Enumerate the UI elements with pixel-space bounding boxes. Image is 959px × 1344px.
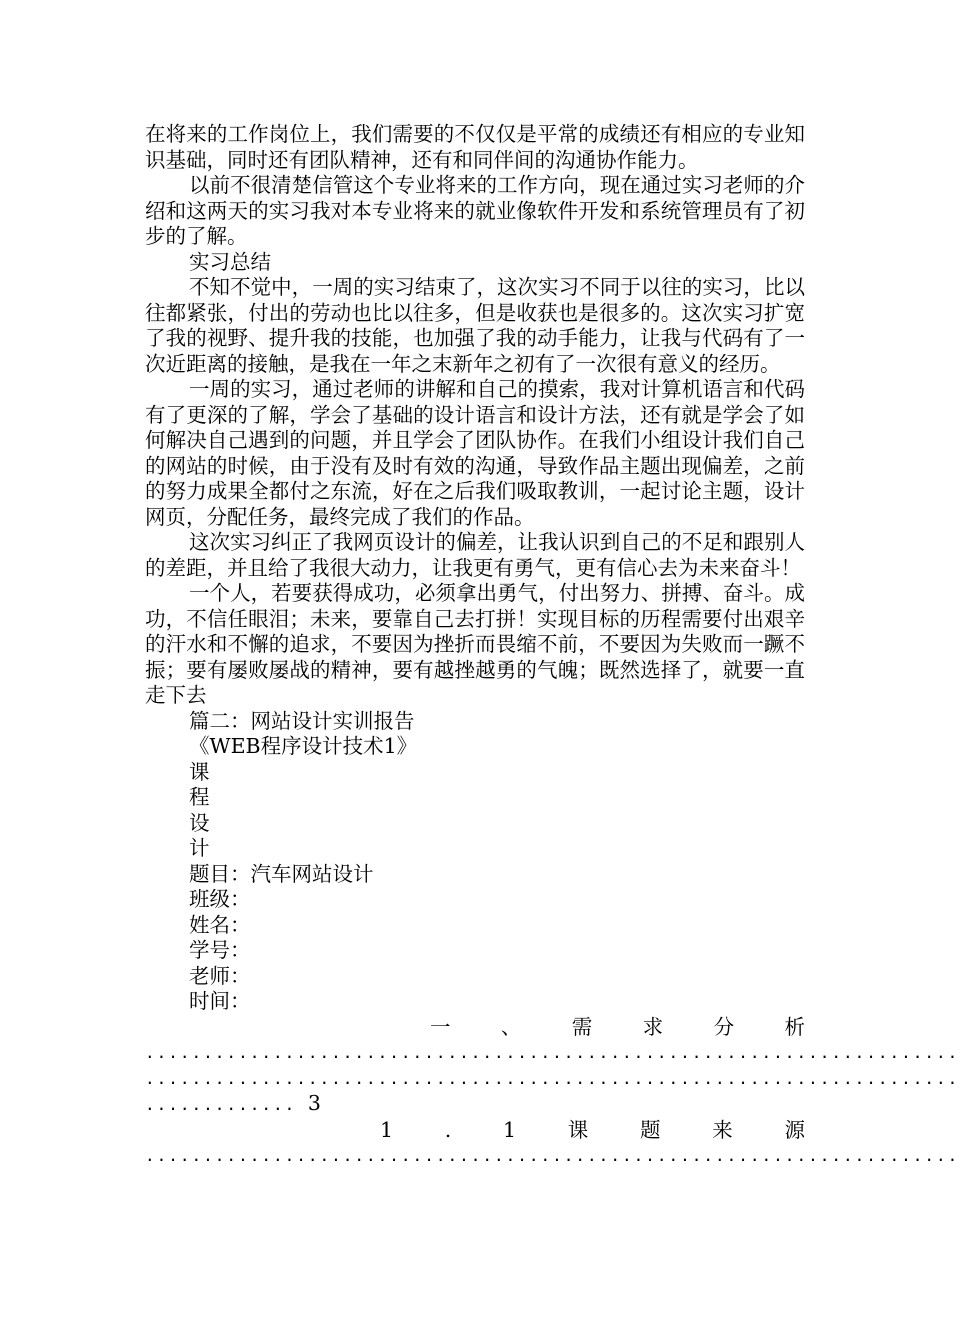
teacher-field: 老师：: [189, 963, 251, 988]
toc-page-number: 3: [307, 1091, 321, 1115]
paragraph-success: 一个人，若要获得成功，必须拿出勇气，付出努力、拼搏、奋斗。成功，不信任眼泪；未来，要靠自己去打拼！实现目标的历程需要付出艰辛的汗水和不懈的追求，不要因为挫折而畏缩不前，不要因为失败而一蹶不振；要有屡败屡战的精神，要有越挫越勇的气魄；既然选择了，就要一直走下去: [145, 581, 805, 707]
toc-char: 求: [642, 1014, 664, 1039]
toc-char: 1: [380, 1117, 394, 1142]
toc-char: 1: [503, 1117, 517, 1142]
vertical-char-1: 课: [189, 759, 210, 784]
document-page: [145, 122, 959, 1169]
toc-entry-topic-source: [145, 1118, 805, 1144]
toc-char: 、: [500, 1014, 522, 1039]
class-field: 班级：: [189, 887, 251, 911]
toc-char: 来: [712, 1117, 733, 1142]
course-title: 《WEB程序设计技术1》: [189, 734, 418, 758]
section-heading-summary: 实习总结: [189, 249, 271, 274]
paragraph-major-understanding: 以前不很清楚信管这个专业将来的工作方向，现在通过实习老师的介绍和这两天的实习我对本专业将来的就业像软件开发和系统管理员有了初步的了解。: [145, 173, 805, 248]
paragraph-career-skills: 在将来的工作岗位上，我们需要的不仅仅是平常的成绩还有相应的专业知识基础，同时还有团队精神，还有和同伴间的沟通协作能力。: [145, 122, 805, 172]
toc-char: 需: [571, 1014, 593, 1039]
toc-char: .: [444, 1117, 452, 1142]
toc-leader-dots: ......................................................................: [145, 1068, 959, 1088]
vertical-char-4: 计: [189, 836, 210, 860]
name-field: 姓名：: [189, 912, 251, 937]
toc-leader-dots: ......................................................................: [145, 1043, 959, 1062]
toc-entry-requirements: [145, 1015, 805, 1041]
paragraph-week-summary: 不知不觉中，一周的实习结束了，这次实习不同于以往的实习，比以往都紧张，付出的劳动也比以往多，但是收获也是很多的。这次实习扩宽了我的视野、提升我的技能，也加强了我的动手能力，让我与代码有了一次近距离的接触，是我在一年之末新年之初有了一次很有意义的经历。: [145, 275, 805, 376]
vertical-char-2: 程: [189, 785, 210, 809]
part-two-title: 篇二：网站设计实训报告: [189, 708, 415, 733]
toc-leader-dots: ......................................................................: [145, 1146, 959, 1165]
vertical-char-3: 设: [189, 810, 210, 835]
toc-leader-dots: .............: [145, 1095, 297, 1114]
toc-leader-dots-end: [145, 1091, 805, 1118]
paragraph-correction: 这次实习纠正了我网页设计的偏差，让我认识到自己的不足和跟别人的差距，并且给了我很大动力，让我更有勇气，更有信心去为未来奋斗！: [145, 530, 805, 580]
toc-char: 一: [430, 1014, 451, 1039]
student-id-field: 学号：: [189, 938, 251, 962]
paragraph-learning: 一周的实习，通过老师的讲解和自己的摸索，我对计算机语言和代码有了更深的了解，学会了基础的设计语言和设计方法，还有就是学会了如何解决自己遇到的问题，并且学会了团队协作。在我们小组设计我们自己的网站的时候，由于没有及时有效的沟通，导致作品主题出现偏差，之前的努力成果全都付之东流，好在之后我们吸取教训，一起讨论主题，设计网页，分配任务，最终完成了我们的作品。: [145, 377, 805, 529]
toc-char: 题: [640, 1117, 661, 1142]
time-field: 时间：: [189, 989, 251, 1013]
toc-char: 源: [784, 1117, 805, 1142]
toc-char: 课: [567, 1117, 589, 1142]
toc-char: 析: [784, 1014, 805, 1039]
toc-char: 分: [713, 1014, 735, 1039]
topic-field: 题目：汽车网站设计: [189, 861, 374, 886]
